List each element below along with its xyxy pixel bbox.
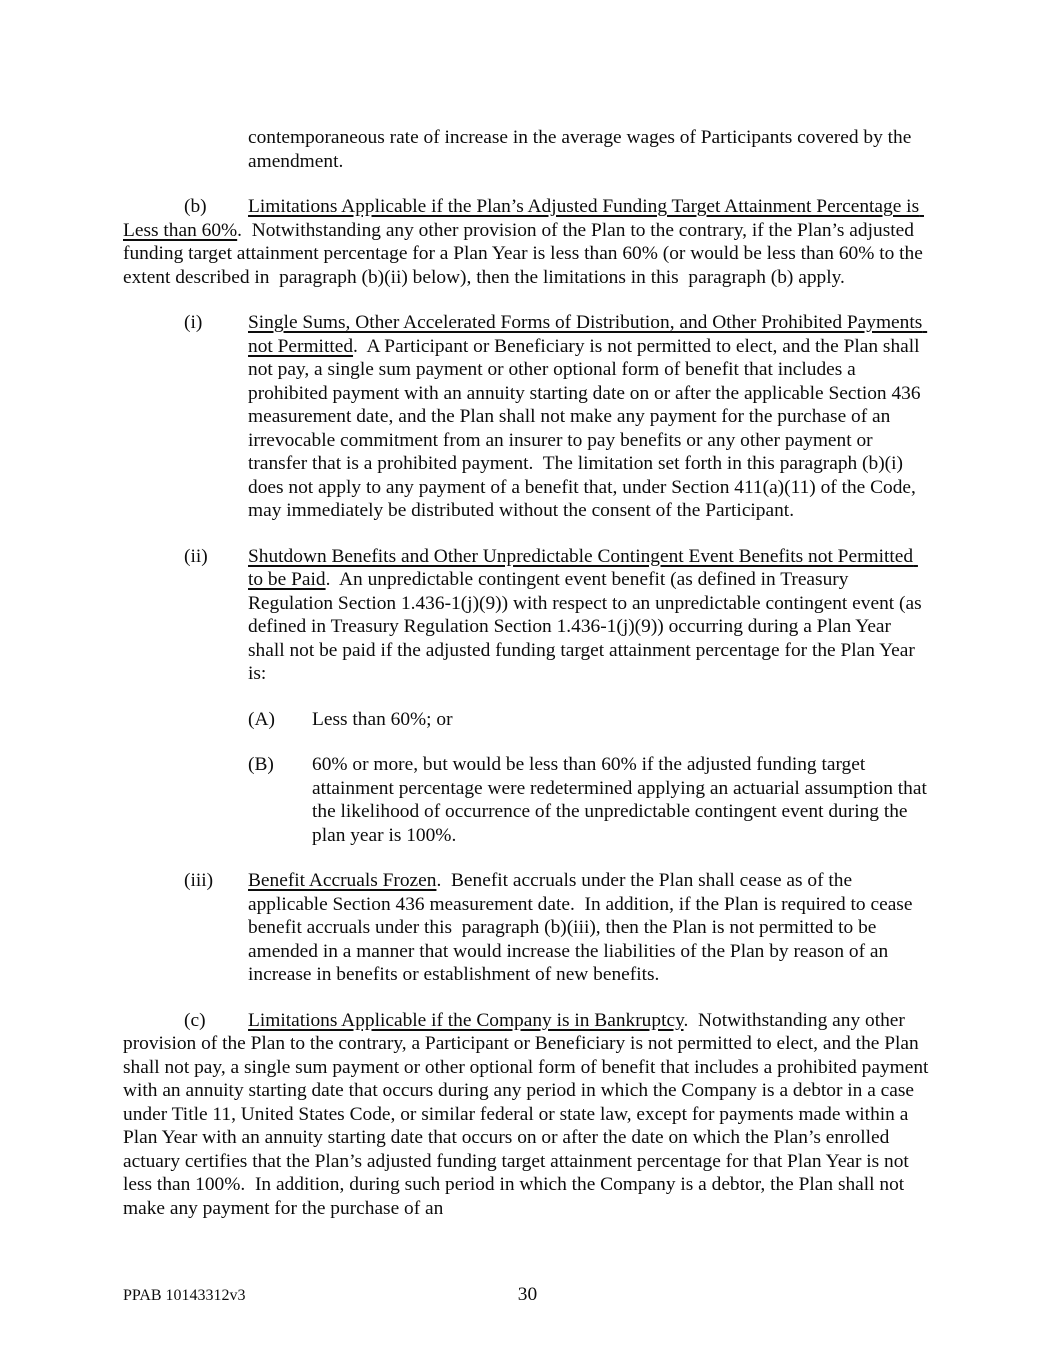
item-b-iii-text: . Benefit accruals under the Plan shall cease as of the applicable Section 436 measurement date. In addition, if the Plan is required to cease benefit accruals under this paragraph (b)(iii), then the Plan is not permitted to be amended in a manner that would increase the liabilities of the Plan by reason of an increase in benefits or establishment of new benefits. [248,870,918,985]
item-b-i-text: . A Participant or Beneficiary is not permitted to elect, and the Plan shall not pay, a single sum payment or other optional form of benefit that includes a prohibited payment with an annuity starting date on or after the applicable Section 436 measurement date, and the Plan shall not make any payment for the purchase of an irrevocable commitment from an insurer to pay benefits or any other payment or transfer that is a prohibited payment. The limitation set forth in this paragraph (b)(i) does not apply to any payment of a benefit that, under Section 411(a)(11) of the Code, may immediately be distributed without the consent of the Participant. [248,335,926,521]
item-b-ii [184,545,930,686]
item-b-ii-text: . An unpredictable contingent event benefit (as defined in Treasury Regulation Section 1.436-1(j)(9)) with respect to an unpredictable contingent event (as defined in Treasury Regulation Section 1.436-1(j)(9)) occurring during a Plan Year shall not be paid if the adjusted funding target attainment percentage for the Plan Year is: [248,569,927,684]
document-body [123,126,934,1242]
item-b-ii-A-text: Less than 60%; or [312,708,453,730]
item-b-ii-A [248,708,930,732]
paragraph-b [123,195,930,289]
item-b-ii-B-label: (B) [248,754,274,775]
item-b-i-label: (i) [184,312,203,333]
item-b-ii-heading: Shutdown Benefits and Other Unpredictable Contingent Event Benefits not Permitted to be Paid [248,545,918,590]
item-b-iii-heading: Benefit Accruals Frozen [248,870,437,891]
paragraph-b-heading: Limitations Applicable if the Plan’s Adjusted Funding Target Attainment Percentage is Less than 60% [123,196,924,241]
paragraph-c-text: . Notwithstanding any other provision of the Plan to the contrary, a Participant or Beneficiary is not permitted to elect, and the Plan shall not pay, a single sum payment or other optional form of benefit that includes a prohibited payment with an annuity starting date that occurs during any period in which the Company is a debtor in a case under Title 11, United States Code, or similar federal or state law, except for payments made within a Plan Year with an annuity starting date that occurs on or after the date on which the Plan’s enrolled actuary certifies that the Plan’s adjusted funding target attainment percentage for that Plan Year is not less than 100%. In addition, during such period in which the Company is a debtor, the Plan shall not make any payment for the purchase of an [123,1009,934,1219]
paragraph-c-heading: Limitations Applicable if the Company is in Bankruptcy [248,1009,684,1031]
item-b-ii-B-text: 60% or more, but would be less than 60% if the adjusted funding target attainment percentage were redetermined applying an actuarial assumption that the likelihood of occurrence of the unpredictable contingent event during the plan year is 100%. [312,754,932,846]
item-b-ii-B [248,753,932,847]
page-footer [0,1283,1055,1307]
paragraph-c-label: (c) [184,1009,206,1031]
footer-page-number: 30 [517,1284,538,1305]
footer-document-id: PPAB 10143312v3 [123,1287,246,1304]
item-b-i [184,311,930,523]
item-b-ii-A-label: (A) [248,708,275,730]
paragraph-continuation [248,126,930,173]
paragraph-continuation-text: contemporaneous rate of increase in the average wages of Participants covered by the amendment. [248,127,917,172]
paragraph-c [123,1009,934,1221]
paragraph-b-label: (b) [184,196,207,217]
paragraph-b-text: . Notwithstanding any other provision of the Plan to the contrary, if the Plan’s adjusted funding target attainment percentage for a Plan Year is less than 60% (or would be less than 60% to the extent described in paragraph (b)(ii) below), then the limitations in this paragraph (b) apply. [123,219,928,288]
item-b-ii-label: (ii) [184,545,208,567]
item-b-iii-label: (iii) [184,870,214,891]
item-b-iii [184,869,930,987]
item-b-i-heading: Single Sums, Other Accelerated Forms of Distribution, and Other Prohibited Payments not Permitted [248,312,928,357]
